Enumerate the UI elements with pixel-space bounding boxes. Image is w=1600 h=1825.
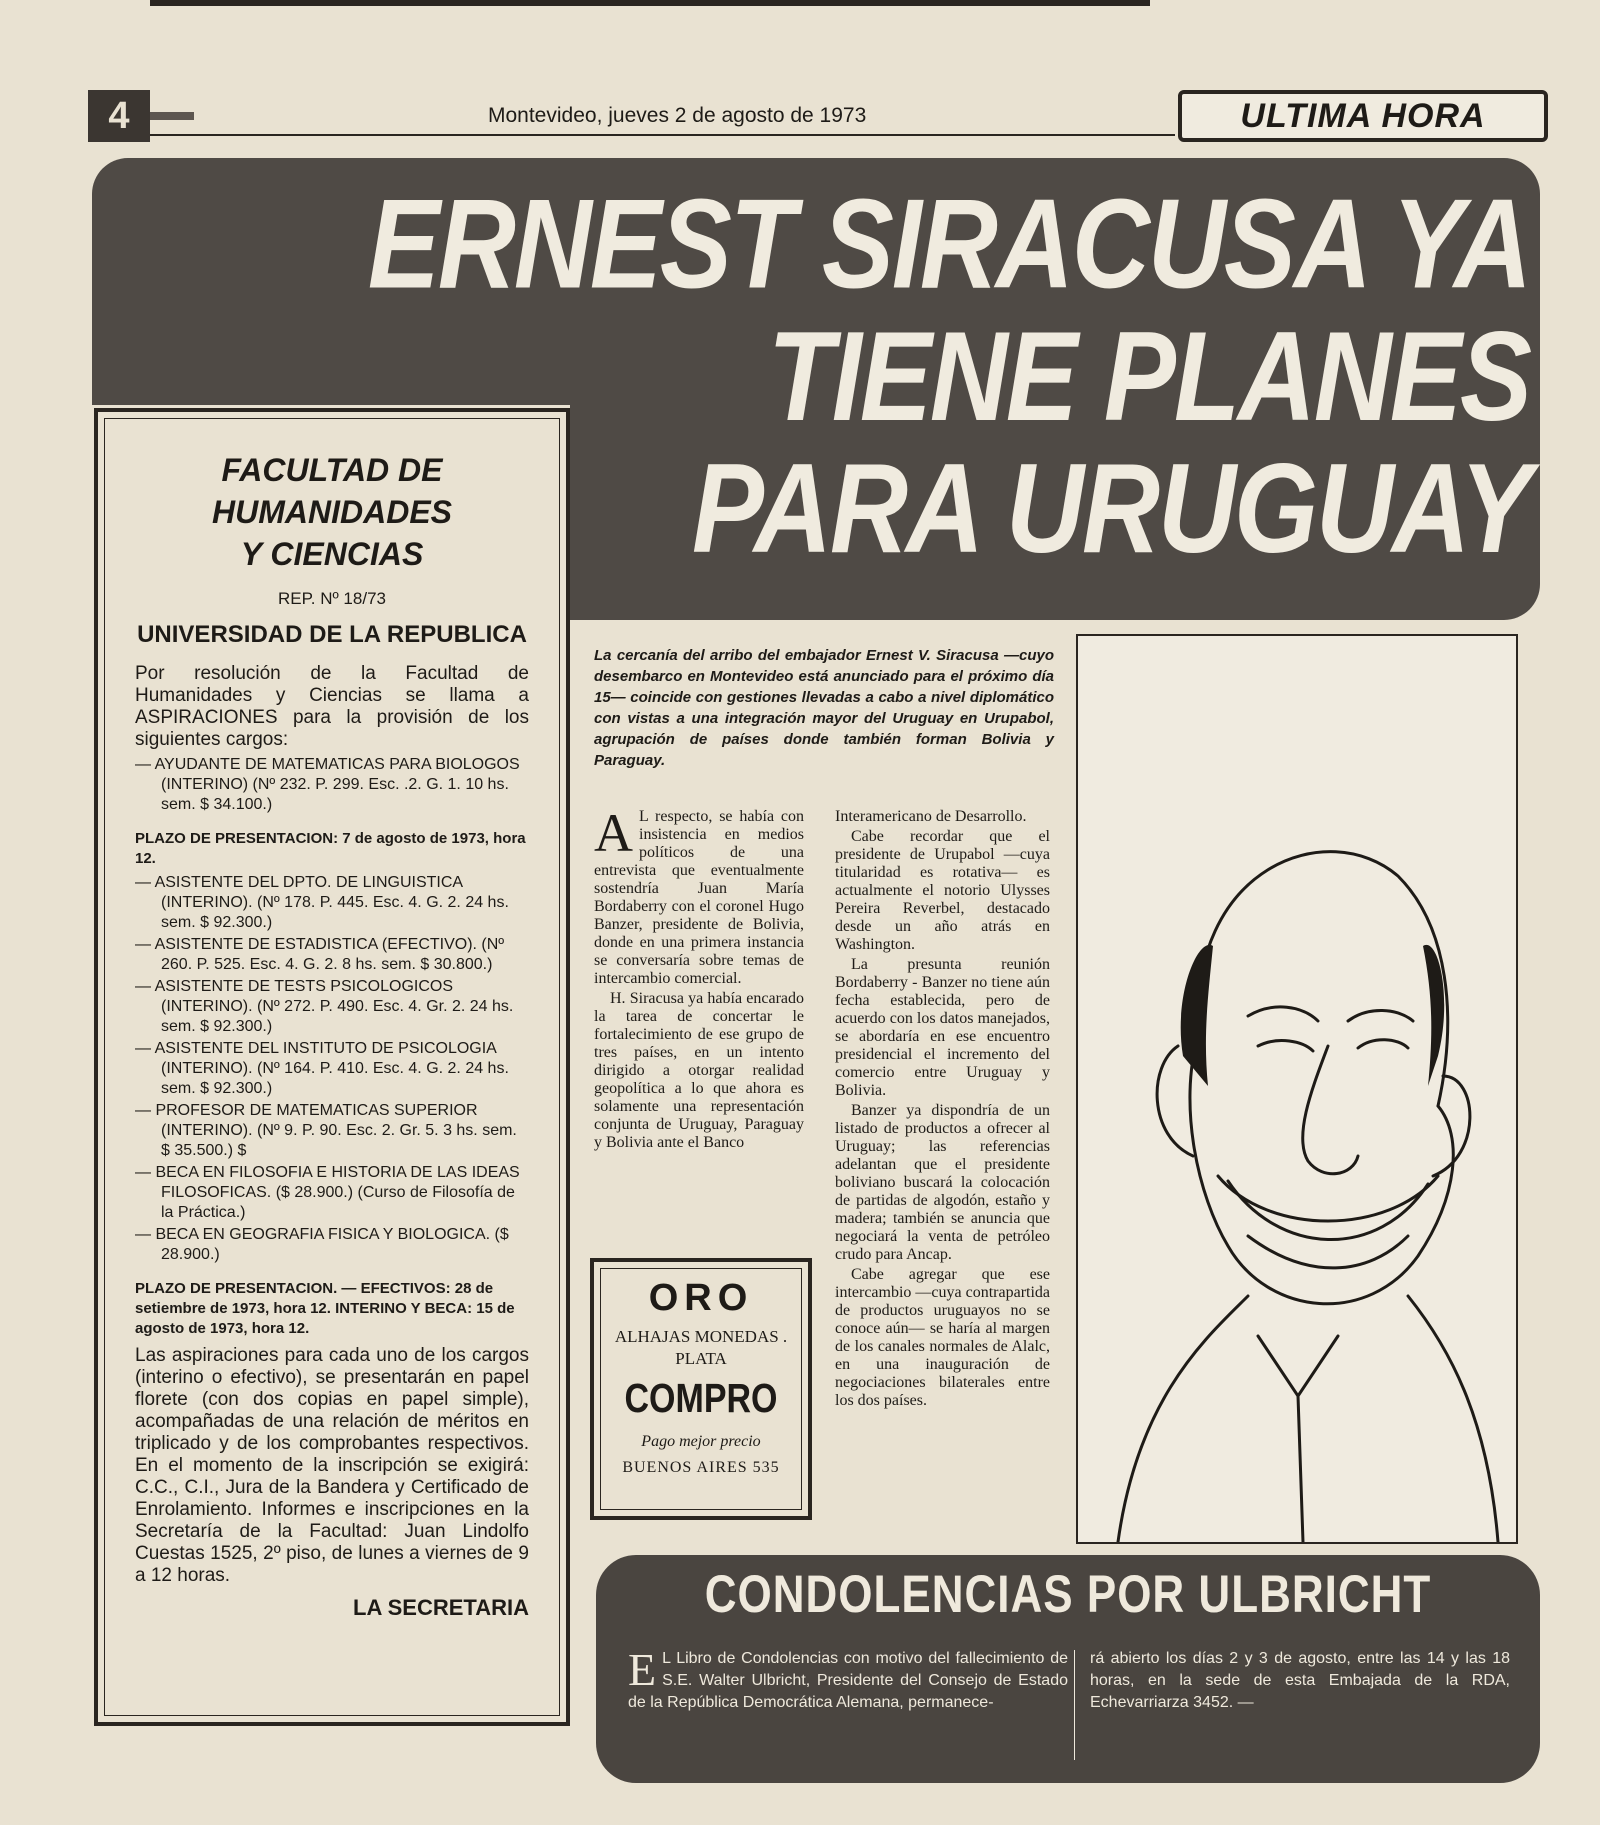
facultad-university: UNIVERSIDAD DE LA REPUBLICA [137, 621, 527, 648]
headline-line-3: PARA URUGUAY [692, 436, 1530, 580]
ad-title: ORO [648, 1277, 754, 1319]
facultad-item: — ASISTENTE DEL INSTITUTO DE PSICOLOGIA (INTERINO). (Nº 164. P. 410. Esc. 4. G. 2. 24 hs. sem. $ 92.300.) [135, 1040, 509, 1097]
article-paragraph: La presunta reunión Bordaberry - Banzer no tiene aún fecha establecida, pero de acuerdo con los datos manejados, se abordaría en ese encuentro presidencial el incremento del comercio entre Uruguay y Bolivia. [835, 956, 1050, 1099]
ad-goods: ALHAJAS MONEDAS . PLATA [614, 1327, 788, 1368]
facultad-item: — ASISTENTE DE TESTS PSICOLOGICOS (INTERINO). (Nº 272. P. 490. Esc. 4. Gr. 2. 24 hs. sem. $ 92.300.) [135, 978, 514, 1035]
condolencias-column-2: rá abierto los días 2 y 3 de agosto, entre las 14 y las 18 horas, en la sede de esta Embajada de la RDA, Echevarriarza 3452. — [1090, 1650, 1510, 1711]
facultad-deadline: PLAZO DE PRESENTACION: 7 de agosto de 1973, hora 12. [135, 830, 526, 867]
dateline: Montevideo, jueves 2 de agosto de 1973 [488, 104, 867, 127]
article-paragraph: Cabe agregar que ese intercambio —cuya contrapartida de productos uruguayos no se conoce aún— se haría al margen de los canales normales de Alalc, en una inauguración de negociaciones bilaterales entre los dos países. [835, 1266, 1051, 1409]
article-column-1 [594, 803, 804, 1154]
article-dropcap: A [594, 803, 633, 863]
caricature-illustration [1076, 634, 1518, 1544]
condolencias-text-1: L Libro de Condolencias con motivo del fallecimiento de S.E. Walter Ulbricht, Presidente del Consejo de Estado de la República Democrática Alemana, permanece- [628, 1650, 1068, 1711]
oro-advertisement [590, 1258, 812, 1520]
condolencias-dropcap: E [628, 1644, 657, 1695]
facultad-item: — PROFESOR DE MATEMATICAS SUPERIOR (INTERINO). (Nº 9. P. 90. Esc. 2. Gr. 5. 3 hs. sem. $ 35.500.) $ [135, 1102, 517, 1159]
page-number-bar [150, 112, 194, 120]
facultad-item: — ASISTENTE DEL DPTO. DE LINGUISTICA (INTERINO). (Nº 178. P. 445. Esc. 4. G. 2. 24 hs. sem. $ 92.300.) [135, 874, 509, 931]
facultad-title-line-2: HUMANIDADES [212, 494, 452, 530]
condolencias-column-1 [628, 1644, 1068, 1714]
article-paragraph: H. Siracusa ya había encarado la tarea de concertar le fortalecimiento de ese grupo de tres países, en un intento dirigido a otorgar realidad geopolítica a lo que ahora es solamente una representación conjunta de Uruguay, Paraguay y Bolivia ante el Banco [594, 990, 804, 1151]
masthead-logo: ULTIMA HORA [1178, 90, 1548, 142]
facultad-item: — ASISTENTE DE ESTADISTICA (EFECTIVO). (Nº 260. P. 525. Esc. 4. G. 2. 8 hs. sem. $ 30.800.) [135, 936, 505, 973]
masthead-rule [150, 134, 1175, 136]
facultad-signature: LA SECRETARIA [353, 1595, 529, 1620]
facultad-item: — BECA EN FILOSOFIA E HISTORIA DE LAS IDEAS FILOSOFICAS. ($ 28.900.) (Curso de Filosofía de la Práctica.) [135, 1164, 520, 1221]
facultad-notice [94, 408, 570, 1726]
caricature-drawing [1078, 636, 1516, 1542]
page-number: 4 [88, 90, 150, 142]
ad-compro: COMPRO [624, 1376, 778, 1422]
article-paragraph: L respecto, se había con insistencia en medios políticos de una entrevista que eventualmente sostendría Juan María Bordaberry con el coronel Hugo Banzer, presidente de Bolivia, donde en una primera instancia se conversaría sobre temas de intercambio comercial. [594, 808, 804, 987]
top-rule [150, 0, 1150, 6]
condolencias-title: CONDOLENCIAS POR ULBRICHT [704, 1565, 1432, 1624]
facultad-intro: Por resolución de la Facultad de Humanidades y Ciencias se llama a ASPIRACIONES para la provisión de los siguientes cargos: [135, 663, 529, 750]
ad-address: BUENOS AIRES 535 [622, 1459, 780, 1476]
facultad-item: — BECA EN GEOGRAFIA FISICA Y BIOLOGICA. ($ 28.900.) [135, 1226, 509, 1263]
facultad-rep: REP. Nº 18/73 [278, 589, 386, 608]
facultad-title-line-1: FACULTAD DE [221, 452, 443, 488]
facultad-title [135, 449, 529, 575]
article-column-2 [835, 808, 1050, 1412]
article-paragraph: Banzer ya dispondría de un listado de productos a ofrecer al Uruguay; las referencias adelantan que el presidente boliviano buscará la colocación de partidas de algodón, estaño y madera; también se anuncia que negociará la venta de petróleo crudo para Ancap. [835, 1102, 1050, 1263]
facultad-deadline: PLAZO DE PRESENTACION. — EFECTIVOS: 28 de setiembre de 1973, hora 12. INTERINO Y BECA: 15 de agosto de 1973, hora 12. [135, 1280, 515, 1337]
ad-subtitle: Pago mejor precio [641, 1433, 761, 1450]
facultad-title-line-3: Y CIENCIAS [240, 536, 424, 572]
article-paragraph: Cabe recordar que el presidente de Urupabol —cuya titularidad es rotativa— es actualmente el notorio Ulysses Pereira Reverbel, destacado desde un año atrás en Washington. [835, 828, 1050, 953]
facultad-item: — AYUDANTE DE MATEMATICAS PARA BIOLOGOS (INTERINO) (Nº 232. P. 299. Esc. .2. G. 1. 10 hs. sem. $ 34.100.) [135, 756, 520, 813]
headline-line-2: TIENE PLANES [767, 304, 1530, 448]
article-paragraph: Interamericano de Desarrollo. [835, 808, 1027, 825]
facultad-closing: Las aspiraciones para cada uno de los cargos (interino o efectivo), se presentarán en papel florete (con dos copias en papel simple), acompañadas de una relación de méritos en triplicado y de los comprobantes respectivos. En el momento de la inscripción se exigirá: C.C., C.I., Jura de la Bandera y Certificado de Enrolamiento. Informes e inscripciones en la Secretaría de la Facultad: Juan Lindolfo Cuestas 1525, 2º piso, de lunes a viernes de 9 a 12 horas. [135, 1345, 529, 1586]
article-lead: La cercanía del arribo del embajador Ernest V. Siracusa —cuyo desembarco en Montevideo está anunciado para el próximo día 15— coincide con gestiones llevadas a cabo a nivel diplomático con vistas a una integración mayor del Uruguay en Urupabol, agrupación de países donde también forman Bolivia y Paraguay. [594, 647, 1054, 769]
condolencias-divider [1074, 1650, 1075, 1760]
headline-line-1: ERNEST SIRACUSA YA [367, 172, 1530, 315]
